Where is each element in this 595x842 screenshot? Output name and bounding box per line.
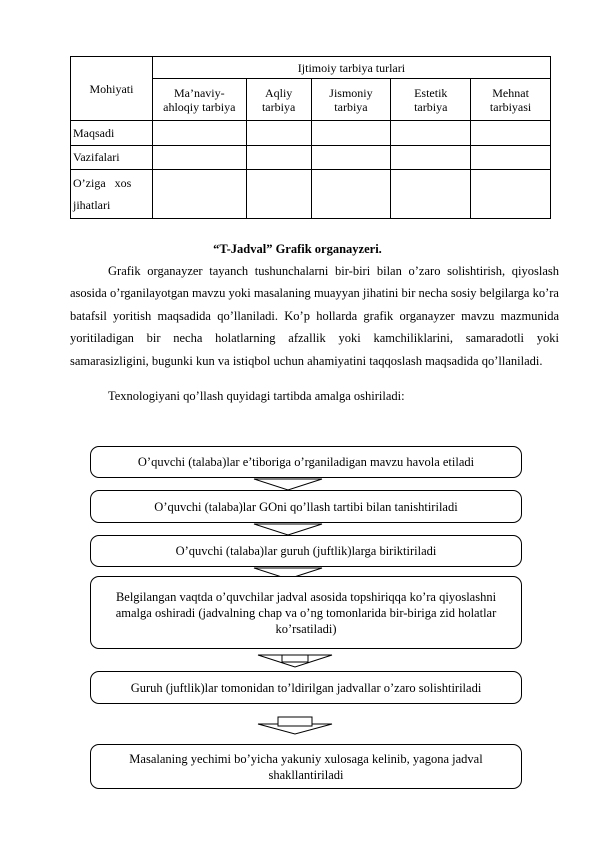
- table-cell: [391, 121, 471, 145]
- row-label-oziga-xos-line2: jihatlari: [73, 197, 111, 212]
- body-paragraph: Grafik organayzer tayanch tushunchalarni bir-biri bilan o’zaro solishtirish, qiyoslash asosida o’rganilayotgan mavzu yoki masalaning muayyan jihatini bir necha sosiy belgilarga ko’ra batafsil yoritish maqsadida qo’llaniladi. Ko’p hollarda grafik organayzer mavzu mazmunida yoritiladigan bir necha holatlarning afzallik yoki kamchiliklarini, samaradotli yoki samarasizligini, bugunki kun va istiqbol uchun ahamiyatini taqqoslash maqsadida qo’llaniladi.: [70, 264, 559, 368]
- table-cell: [471, 121, 551, 145]
- table-cell: [471, 169, 551, 218]
- col-aqliy: [246, 79, 311, 121]
- table-cell: [471, 145, 551, 169]
- down-arrow-icon: [256, 716, 334, 735]
- t-chart-table: [70, 56, 551, 219]
- body-paragraph-2: Texnologiyani qo’llash quyidagi tartibda amalga oshiriladi:: [108, 389, 405, 403]
- col-manaviy-line2: ahloqiy tarbiya: [163, 99, 236, 114]
- header-ijtimoiy-tarbiya: Ijtimoiy tarbiya turlari: [152, 57, 550, 79]
- header-mohiyati: Mohiyati: [71, 57, 153, 121]
- down-arrow-icon: [256, 654, 334, 669]
- row-label-vazifalari: Vazifalari: [71, 145, 153, 169]
- table-cell: [311, 169, 391, 218]
- col-estetik: [391, 79, 471, 121]
- col-aqliy-line2: tarbiya: [261, 99, 296, 114]
- row-label-oziga-xos-line1: O’ziga xos: [73, 175, 132, 190]
- col-estetik-line2: tarbiya: [414, 99, 448, 114]
- flow-step-2: O’quvchi (talaba)lar GOni qo’llash tartibi bilan tanishtiriladi: [90, 490, 522, 523]
- col-jismoniy-line1: Jismoniy: [329, 85, 373, 100]
- col-mehnat: [471, 79, 551, 121]
- row-label-oziga-xos: [71, 169, 153, 218]
- table-row: [71, 169, 551, 218]
- table-row: [71, 121, 551, 145]
- col-manaviy-line1: Ma’naviy-: [173, 85, 225, 100]
- table-cell: [311, 121, 391, 145]
- col-estetik-line1: Estetik: [414, 85, 448, 100]
- col-jismoniy: [311, 79, 391, 121]
- table-row: [71, 145, 551, 169]
- flow-step-4: Belgilangan vaqtda o’quvchilar jadval asosida topshiriqqa ko’ra qiyoslashni amalga oshiradi (jadvalning chap va o’ng tomonlarida bir-biriga zid holatlar ko’rsatiladi): [90, 576, 522, 649]
- figure-caption: “T-Jadval” Grafik organayzeri.: [213, 242, 382, 256]
- table-cell: [246, 145, 311, 169]
- col-mehnat-line1: Mehnat: [492, 85, 529, 100]
- table-cell: [152, 121, 246, 145]
- col-manaviy: [152, 79, 246, 121]
- table-cell: [246, 169, 311, 218]
- table-cell: [391, 145, 471, 169]
- table-cell: [311, 145, 391, 169]
- table-cell: [391, 169, 471, 218]
- flow-step-3: O’quvchi (talaba)lar guruh (juftlik)larga biriktiriladi: [90, 535, 522, 567]
- col-aqliy-line1: Aqliy: [264, 85, 293, 100]
- flow-step-6: Masalaning yechimi bo’yicha yakuniy xulosaga kelinib, yagona jadval shakllantiriladi: [90, 744, 522, 789]
- col-jismoniy-line2: tarbiya: [334, 99, 368, 114]
- table-cell: [152, 169, 246, 218]
- row-label-maqsadi: Maqsadi: [71, 121, 153, 145]
- flow-step-5: Guruh (juftlik)lar tomonidan to’ldirilgan jadvallar o’zaro solishtiriladi: [90, 671, 522, 704]
- col-mehnat-line2: tarbiyasi: [489, 99, 532, 114]
- table-cell: [152, 145, 246, 169]
- flow-step-1: O’quvchi (talaba)lar e’tiboriga o’rganiladigan mavzu havola etiladi: [90, 446, 522, 478]
- table-cell: [246, 121, 311, 145]
